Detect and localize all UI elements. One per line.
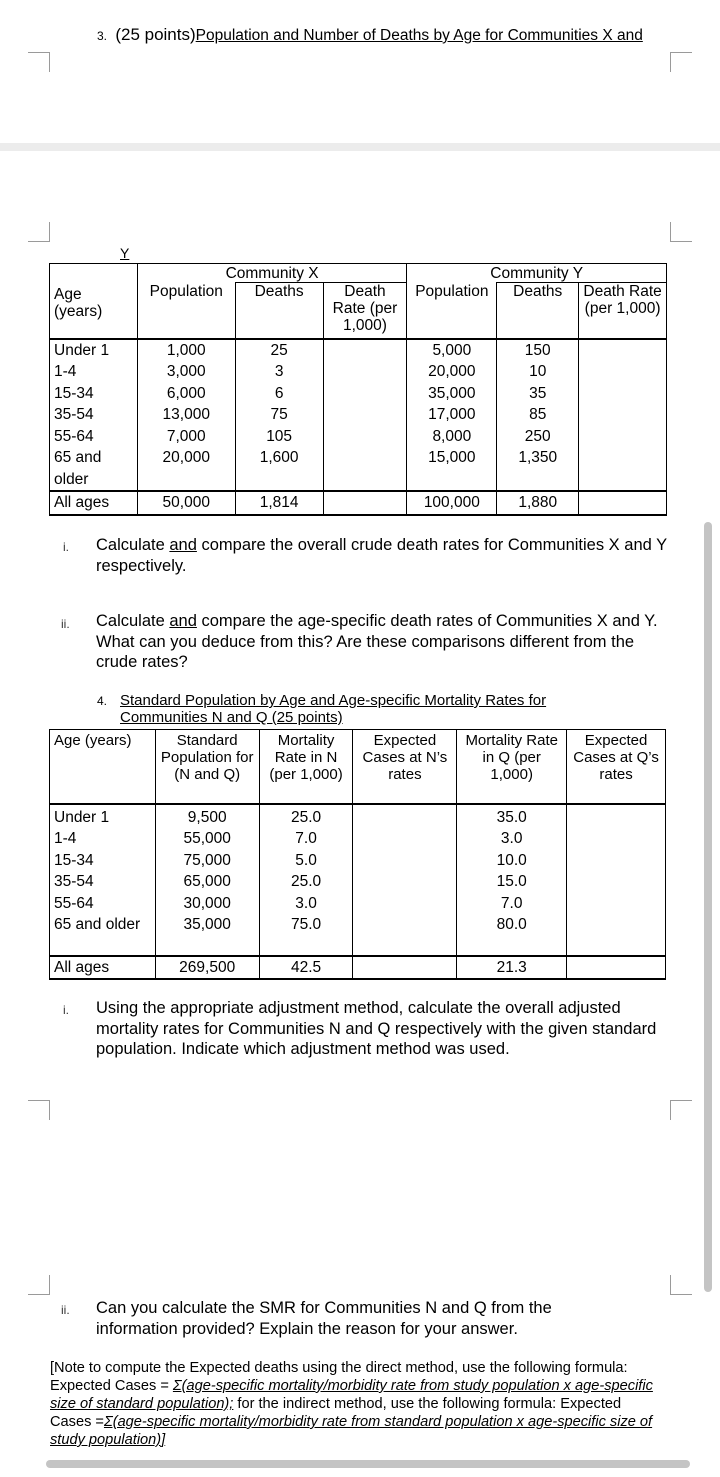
mortality-rate-n-column	[259, 804, 353, 956]
x-population-cell: 13,000	[162, 406, 210, 423]
horizontal-scrollbar[interactable]	[46, 1460, 690, 1468]
expected-cases-q-header: Expected Cases at Q’s rates	[567, 730, 666, 804]
y-population-header: Population	[407, 283, 497, 339]
age-cell: 15-34	[54, 384, 94, 402]
standard-population-cell: 30,000	[183, 894, 231, 912]
total-standard-population: 269,500	[155, 956, 259, 979]
formula-note	[50, 1359, 665, 1449]
standard-population-cell: 75,000	[183, 851, 231, 869]
standard-population-cell: 35,000	[183, 916, 231, 933]
question-number: 3.	[97, 29, 108, 43]
note-text: [Note to compute the Expected deaths using the direct method, use the following formula: Expected Cases =	[50, 1360, 628, 1394]
table-header-row	[50, 264, 667, 283]
total-age-cell: All ages	[50, 491, 138, 515]
x-deaths-column	[235, 339, 323, 492]
page-separator	[0, 143, 720, 151]
table-total-row	[50, 491, 667, 515]
age-header: Age (years)	[50, 730, 156, 804]
y-rate-header: Death Rate (per 1,000)	[579, 283, 667, 339]
question-points: (25 points)	[115, 25, 196, 44]
question-4-title: Standard Population by Age and Age-specific Mortality Rates for Communities N and Q (25 points)	[120, 692, 547, 726]
table-subheader-row	[50, 283, 667, 339]
y-rate-column	[579, 339, 667, 492]
x-deaths-cell: 25	[270, 341, 288, 359]
page-corner-mark	[670, 52, 692, 72]
x-deaths-cell: 3	[274, 363, 284, 380]
total-x-deaths: 1,814	[235, 491, 323, 515]
age-cell: Under 1	[54, 808, 110, 826]
x-population-column	[137, 339, 235, 492]
indirect-method-formula: Σ(age-specific mortality/morbidity rate from standard population x age-specific size of study population)]	[50, 1414, 653, 1448]
mortality-rate-n-cell: 25.0	[290, 873, 322, 890]
y-population-cell: 8,000	[432, 427, 472, 445]
age-column	[50, 804, 156, 956]
table-body-row	[50, 339, 667, 492]
standard-population-cell: 65,000	[183, 873, 231, 890]
text-span: and	[169, 612, 197, 630]
question-3-part-ii	[96, 611, 668, 673]
y-deaths-header: Deaths	[497, 283, 579, 339]
expected-cases-n-header: Expected Cases at N’s rates	[353, 730, 457, 804]
question-number: 4.	[97, 694, 108, 708]
total-y-deaths: 1,880	[497, 491, 579, 515]
vertical-scrollbar[interactable]	[704, 522, 712, 1292]
y-deaths-cell: 35	[529, 384, 547, 402]
standard-population-column	[155, 804, 259, 956]
table-body-row	[50, 804, 666, 956]
subquestion-label: i.	[63, 540, 69, 554]
question-3-heading	[97, 25, 643, 45]
age-cell: 65 and older	[54, 916, 141, 933]
question-4-part-ii: Can you calculate the SMR for Communities N and Q from the information provided? Explain the reason for your answer.	[96, 1299, 552, 1338]
y-population-cell: 17,000	[428, 406, 476, 423]
y-population-cell: 5,000	[432, 341, 472, 359]
x-rate-header: Death Rate (per 1,000)	[323, 283, 407, 339]
age-cell: 35-54	[54, 873, 94, 890]
mortality-rate-n-cell: 3.0	[295, 894, 317, 912]
total-expected-cases-q	[567, 956, 666, 979]
page-corner-mark	[28, 52, 50, 72]
age-cell: 65 and older	[54, 449, 102, 488]
standard-population-header: Standard Population for (N and Q)	[155, 730, 259, 804]
mortality-rate-n-cell: 25.0	[290, 808, 322, 826]
x-population-cell: 7,000	[166, 427, 206, 445]
mortality-rate-n-cell: 7.0	[295, 830, 317, 847]
page-corner-mark	[28, 1275, 50, 1295]
page-corner-mark	[670, 1100, 692, 1120]
y-deaths-cell: 250	[524, 427, 551, 445]
age-cell: Under 1	[54, 341, 110, 359]
standard-population-cell: 55,000	[183, 830, 231, 847]
y-population-cell: 15,000	[428, 449, 476, 466]
total-mortality-rate-q: 21.3	[457, 956, 567, 979]
x-deaths-cell: 75	[270, 406, 288, 423]
standard-population-table	[49, 729, 666, 980]
subquestion-label: i.	[63, 1003, 69, 1017]
x-population-cell: 3,000	[166, 363, 206, 380]
expected-cases-q-column	[567, 804, 666, 956]
direct-method-formula: Σ(age-specific mortality/morbidity rate from study population x age-specific size of standard population);	[50, 1378, 653, 1412]
mortality-rate-q-header: Mortality Rate in Q (per 1,000)	[457, 730, 567, 804]
total-mortality-rate-n: 42.5	[259, 956, 353, 979]
mortality-rate-q-column	[457, 804, 567, 956]
community-y-header: Community Y	[407, 264, 667, 283]
question-title-continued: Y	[120, 245, 130, 261]
mortality-rate-n-cell: 5.0	[295, 851, 317, 869]
mortality-rate-q-cell: 80.0	[496, 916, 527, 933]
page-corner-mark	[670, 222, 692, 242]
total-x-population: 50,000	[137, 491, 235, 515]
y-deaths-cell: 1,350	[518, 449, 558, 466]
mortality-rate-n-header: Mortality Rate in N (per 1,000)	[259, 730, 353, 804]
population-deaths-table	[49, 263, 667, 516]
x-population-cell: 1,000	[166, 341, 206, 359]
x-rate-column	[323, 339, 407, 492]
x-deaths-cell: 105	[266, 427, 293, 445]
total-y-rate	[579, 491, 667, 515]
y-population-cell: 35,000	[428, 384, 476, 402]
total-age-cell: All ages	[50, 956, 156, 979]
question-3-part-i	[96, 535, 676, 576]
y-deaths-column	[497, 339, 579, 492]
y-population-cell: 20,000	[428, 363, 476, 380]
total-x-rate	[323, 491, 407, 515]
x-deaths-cell: 1,600	[259, 449, 299, 466]
question-title: Population and Number of Deaths by Age for Communities X and	[195, 27, 643, 44]
total-expected-cases-n	[353, 956, 457, 979]
age-cell: 1-4	[54, 363, 77, 380]
x-population-header: Population	[137, 283, 235, 339]
mortality-rate-q-cell: 35.0	[496, 808, 527, 826]
page-corner-mark	[28, 1100, 50, 1120]
age-cell: 35-54	[54, 406, 94, 423]
age-cell: 1-4	[54, 830, 77, 847]
x-population-cell: 20,000	[162, 449, 210, 466]
standard-population-cell: 9,500	[187, 808, 227, 826]
x-population-cell: 6,000	[166, 384, 206, 402]
note-text: for the indirect method, use the following formula: Expected Cases =	[50, 1396, 622, 1430]
x-deaths-header: Deaths	[235, 283, 323, 339]
text-span: Calculate	[96, 536, 170, 554]
mortality-rate-q-cell: 10.0	[496, 851, 527, 869]
age-cell: 15-34	[54, 851, 94, 869]
age-column	[50, 339, 138, 492]
page-corner-mark	[670, 1275, 692, 1295]
mortality-rate-n-cell: 75.0	[290, 916, 322, 933]
text-span: compare the age-specific death rates of Communities X and Y. What can you deduce from this? Are these comparisons different from the crude rates?	[96, 612, 658, 671]
text-span: and	[169, 536, 197, 554]
table-total-row	[50, 956, 666, 979]
subquestion-label: ii.	[61, 1303, 70, 1317]
expected-cases-n-column	[353, 804, 457, 956]
total-y-population: 100,000	[407, 491, 497, 515]
y-deaths-cell: 150	[524, 341, 551, 359]
age-cell: 55-64	[54, 894, 94, 912]
x-deaths-cell: 6	[274, 384, 284, 402]
table-header-row	[50, 730, 666, 804]
mortality-rate-q-cell: 7.0	[500, 894, 523, 912]
mortality-rate-q-cell: 15.0	[496, 873, 527, 890]
age-header: Age (years)	[50, 264, 138, 339]
age-cell: 55-64	[54, 427, 94, 445]
mortality-rate-q-cell: 3.0	[500, 830, 523, 847]
y-deaths-cell: 10	[529, 363, 547, 380]
text-span: Calculate	[96, 612, 170, 630]
subquestion-label: ii.	[61, 617, 70, 631]
y-deaths-cell: 85	[529, 406, 547, 423]
question-4-part-i: Using the appropriate adjustment method, calculate the overall adjusted mortality rates for Communities N and Q respectively with the given standard population. Indicate which adjustment method was used.	[96, 999, 657, 1058]
text-span: compare the overall crude death rates for Communities X and Y respectively.	[96, 536, 667, 575]
page-corner-mark	[28, 222, 50, 242]
y-population-column	[407, 339, 497, 492]
community-x-header: Community X	[137, 264, 407, 283]
